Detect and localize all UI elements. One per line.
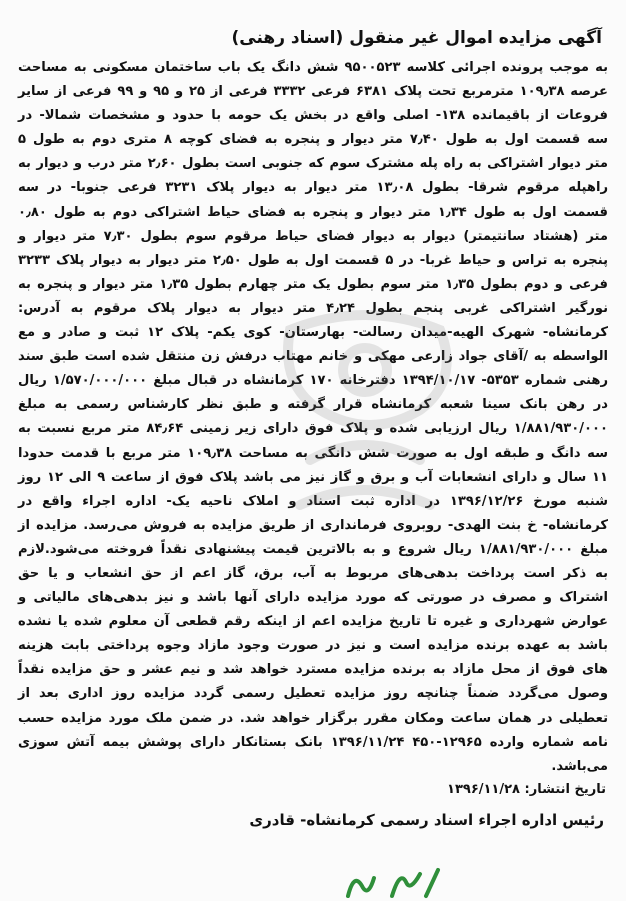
notice-title: آگهی مزایده اموال غیر منقول (اسناد رهنی) [231,28,602,48]
signature-line: رئیس اداره اجراء اسناد رسمی کرمانشاه- قادری [249,810,604,829]
notice-body: به موجب پرونده اجرائی کلاسه ۹۵۰۰۵۲۳ شش دانگ یک باب ساختمان مسکونی به مساحت عرصه ۱۰۹٫۳۸ مترمربع تحت پلاک ۶۳۸۱ فرعی ۳۳۳۲ فرعی از ۲۵ و ۹۵ و ۹۹ فرعی از سایر فروعات از باقیمانده ۱۳۸- اصلی واقع در بخش یک حومه با حدود و مشخصات شمالا- در سه قسمت اول به طول ۷٫۴۰ متر دیوار و پنجره به فضای کوچه ۸ متری دوم به طول ۵ متر دیوار اشتراکی به راه پله مشترک سوم که جنوبی است بطول ۲٫۶۰ متر درب و دیوار به راهپله مرقوم شرقا- بطول ۱۳٫۰۸ متر دیوار به دیوار پلاک ۳۲۳۱ فرعی جنوبا- در سه قسمت اول به طول ۱٫۳۴ متر دیوار و پنجره به فضای حیاط اشتراکی دوم به طول ۰٫۸۰ متر (هشتاد سانتیمتر) دیوار به دیوار فضای حیاط مرقوم سوم بطول ۷٫۳۰ متر دیوار و پنجره به تراس و حیاط غربا- در ۵ قسمت اول به طول ۲٫۵۰ متر دیوار به دیوار پلاک ۳۲۳۳ فرعی و دوم بطول ۱٫۳۵ متر سوم بطول یک متر چهارم بطول ۱٫۳۵ متر دیوار و پنجره به نورگیر اشتراکی غربی پنجم بطول ۴٫۲۴ متر دیوار به دیوار پلاک مرقوم به آدرس: کرمانشاه- شهرک الهیه-میدان رسالت- بهارستان- کوی یکم- پلاک ۱۲ ثبت و صادر و مع الواسطه به /آقای جواد زارعی مهکی و خانم مهتاب درفش زن منتقل شده است طبق سند رهنی شماره ۵۳۵۳- ۱۳۹۴/۱۰/۱۷ دفترخانه ۱۷۰ کرمانشاه در قبال مبلغ ۱/۵۷۰/۰۰۰/۰۰۰ ریال در رهن بانک سینا شعبه کرمانشاه قرار گرفته و طبق نظر کارشناس رسمی به مبلغ ۱/۸۸۱/۹۳۰/۰۰۰ ریال ارزیابی شده و پلاک فوق دارای زیر زمینی ۸۴٫۶۴ متر مربع نسبت به سه دانگ و طبقه اول به صورت شش دانگی به مساحت ۱۰۹٫۳۸ متر مربع با قدمت حدودا ۱۱ سال و دارای انشعابات آب و برق و گاز نیز می باشد پلاک فوق از ساعت ۹ الی ۱۲ روز شنبه مورخ ۱۳۹۶/۱۲/۲۶ در اداره ثبت اسناد و املاک ناحیه یک- اداره اجراء واقع در کرمانشاه- خ بنت الهدی- روبروی فرمانداری از طریق مزایده به فروش می‌رسد. مزایده از مبلغ ۱/۸۸۱/۹۳۰/۰۰۰ ریال شروع و به بالاترین قیمت پیشنهادی نقداً فروخته می‌شود.لازم به ذکر است پرداخت بدهی‌های مربوط به آب، برق، گاز اعم از حق انشعاب و یا حق اشتراک و مصرف در صورتی که مورد مزایده دارای آنها باشد و نیز بدهی‌های مالیاتی و عوارض شهرداری و غیره تا تاریخ مزایده اعم از اینکه رقم قطعی آن معلوم شده یا نشده باشد به عهده برنده مزایده است و نیز در صورت وجود مازاد وجوه پرداختی بابت هزینه های فوق از محل مازاد به برنده مزایده مسترد خواهد شد و نیم عشر و حق مزایده نقداً وصول می‌گردد ضمناً چنانچه روز مزایده تعطیل رسمی گردد مزایده روز اداری بعد از تعطیلی در همان ساعت ومکان مقرر برگزار خواهد شد. در ضمن ملک مورد مزایده حسب نامه شماره وارده ۱۲۹۶۵-۴۵۰ ۱۳۹۶/۱۱/۲۴ بانک بستانکار دارای پوشش بیمه آتش سوزی می‌باشد. [18,60,609,774]
publish-date: تاریخ انتشار: ۱۳۹۶/۱۱/۲۸ [447,781,606,797]
